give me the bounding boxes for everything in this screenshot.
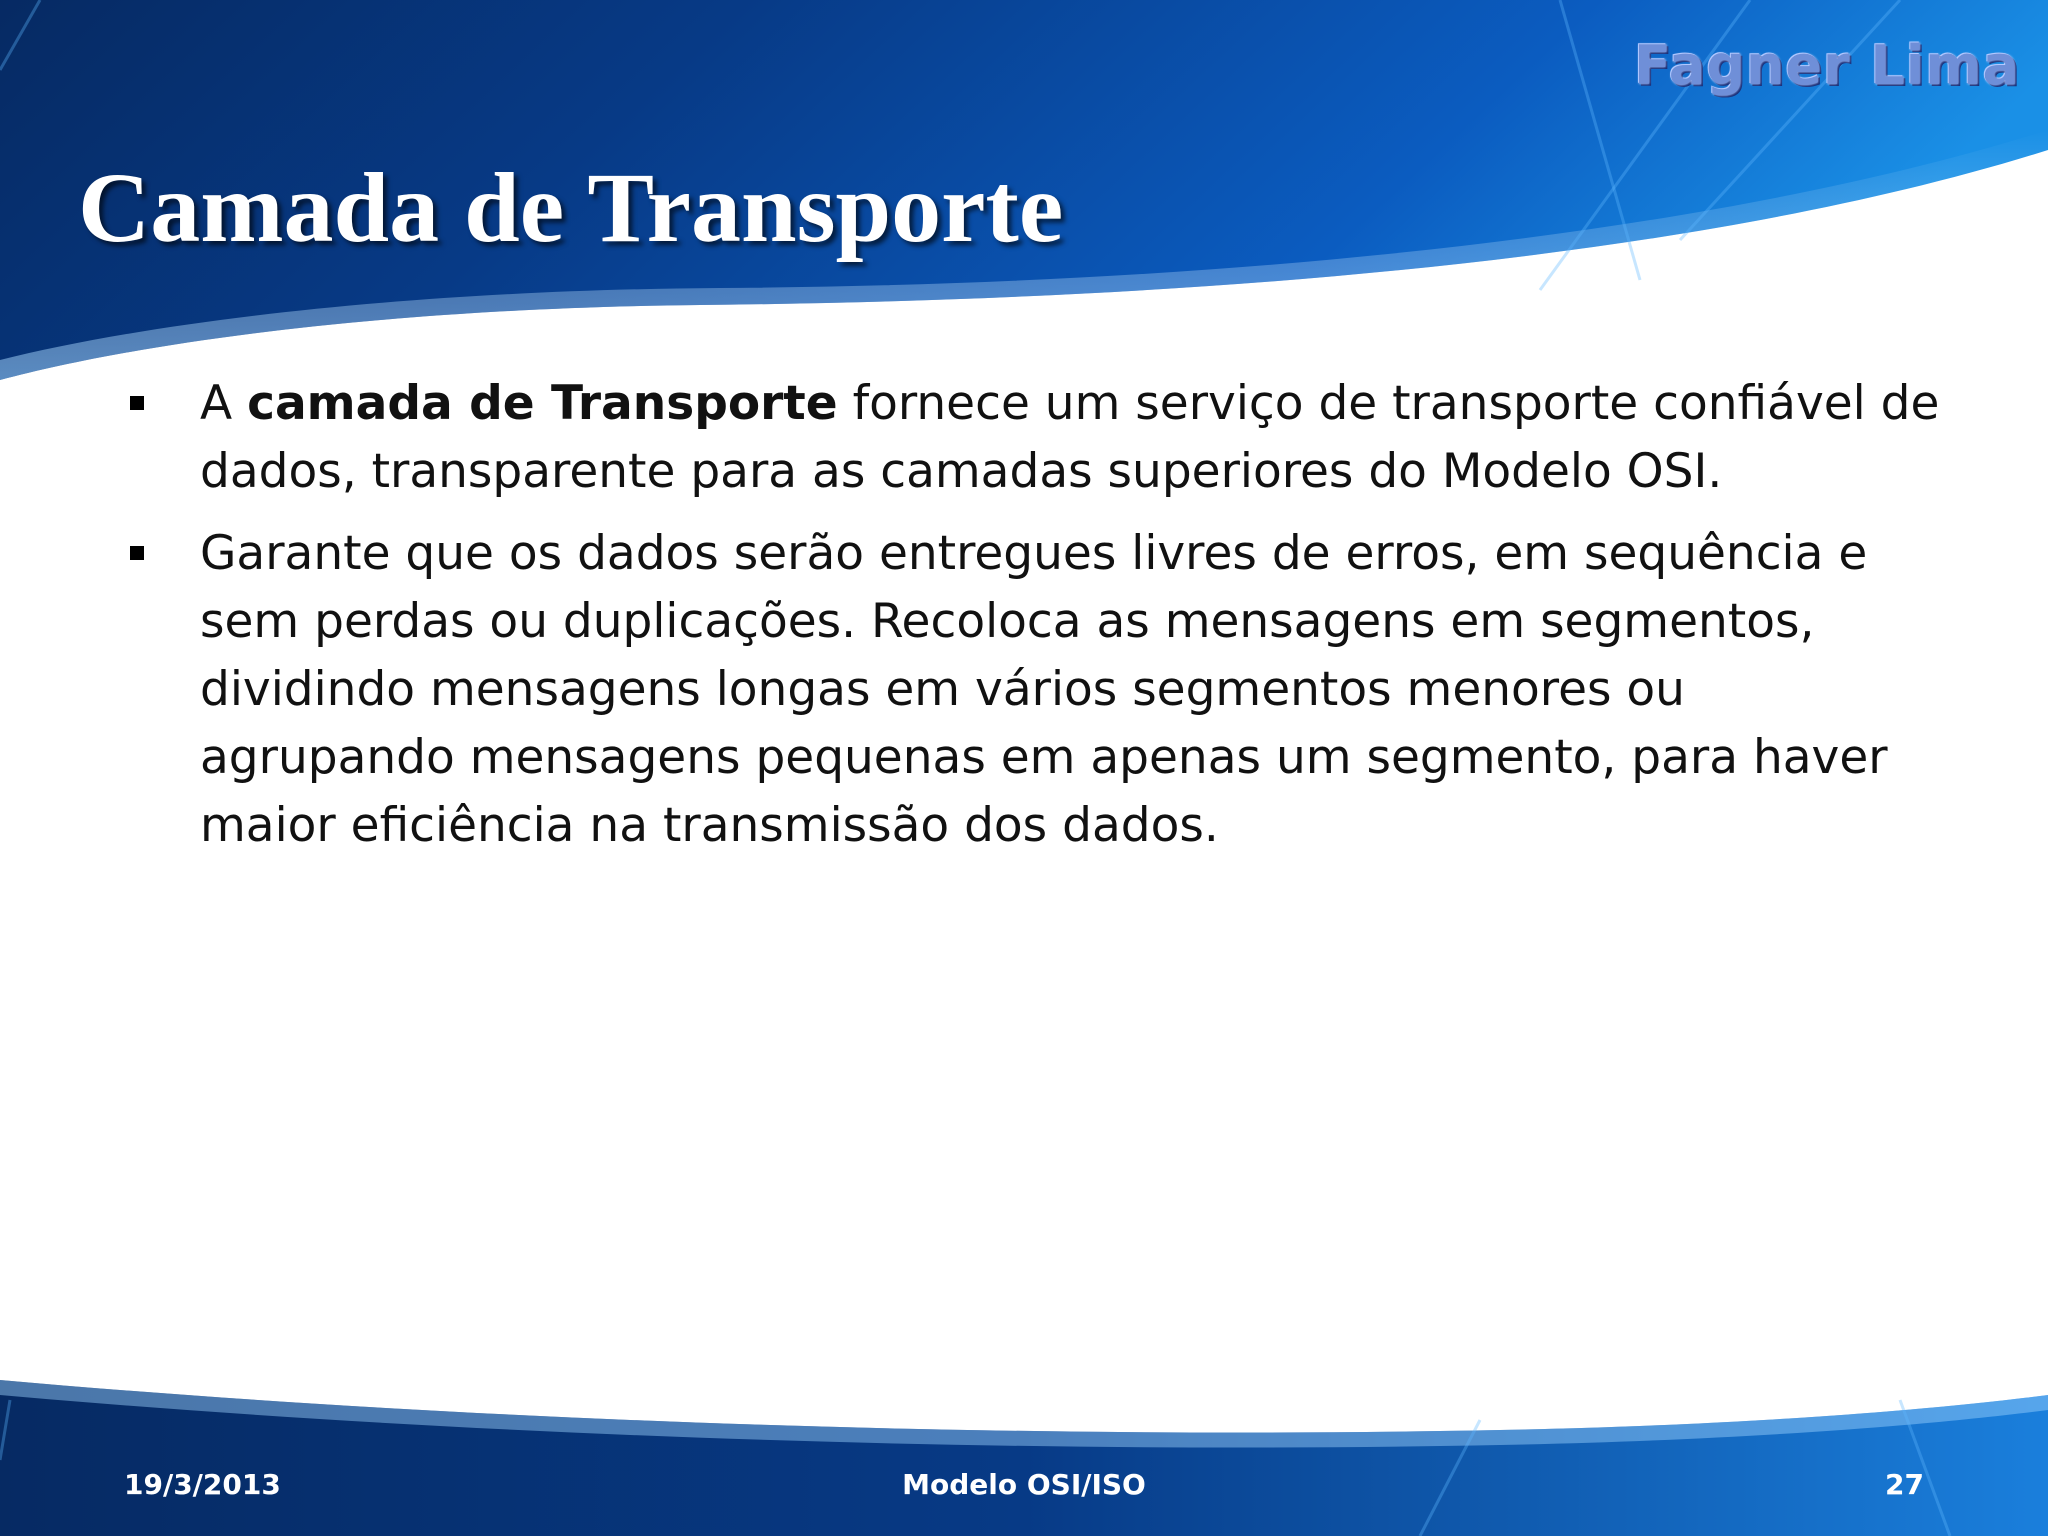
footer-date: 19/3/2013 bbox=[124, 1468, 281, 1501]
square-bullet-icon bbox=[130, 396, 144, 410]
bullet-1-bold: camada de Transporte bbox=[247, 376, 838, 431]
square-bullet-icon bbox=[130, 546, 144, 560]
footer-title: Modelo OSI/ISO bbox=[902, 1468, 1146, 1501]
page-number: 27 bbox=[1885, 1468, 1924, 1501]
slide-title: Camada de Transporte bbox=[78, 152, 1064, 263]
bullet-1-pre: A bbox=[200, 376, 248, 431]
author-logo: Fagner Lima bbox=[1634, 34, 2020, 97]
bullet-item bbox=[120, 370, 1940, 506]
bullet-2-text: Garante que os dados serão entregues livres de erros, em sequência e sem perdas ou duplicações. Recoloca as mensagens em segmentos, dividindo mensagens longas em vários segmentos menores ou agrupando mensagens pequenas em apenas um segmento, para haver maior eficiência na transmissão dos dados. bbox=[200, 526, 1888, 853]
bullet-item bbox=[120, 520, 1940, 860]
bullet-1-post: fornece um serviço de transporte confiável de dados, transparente para as camadas superiores do Modelo OSI. bbox=[200, 376, 1940, 499]
bullet-list bbox=[120, 370, 1940, 874]
